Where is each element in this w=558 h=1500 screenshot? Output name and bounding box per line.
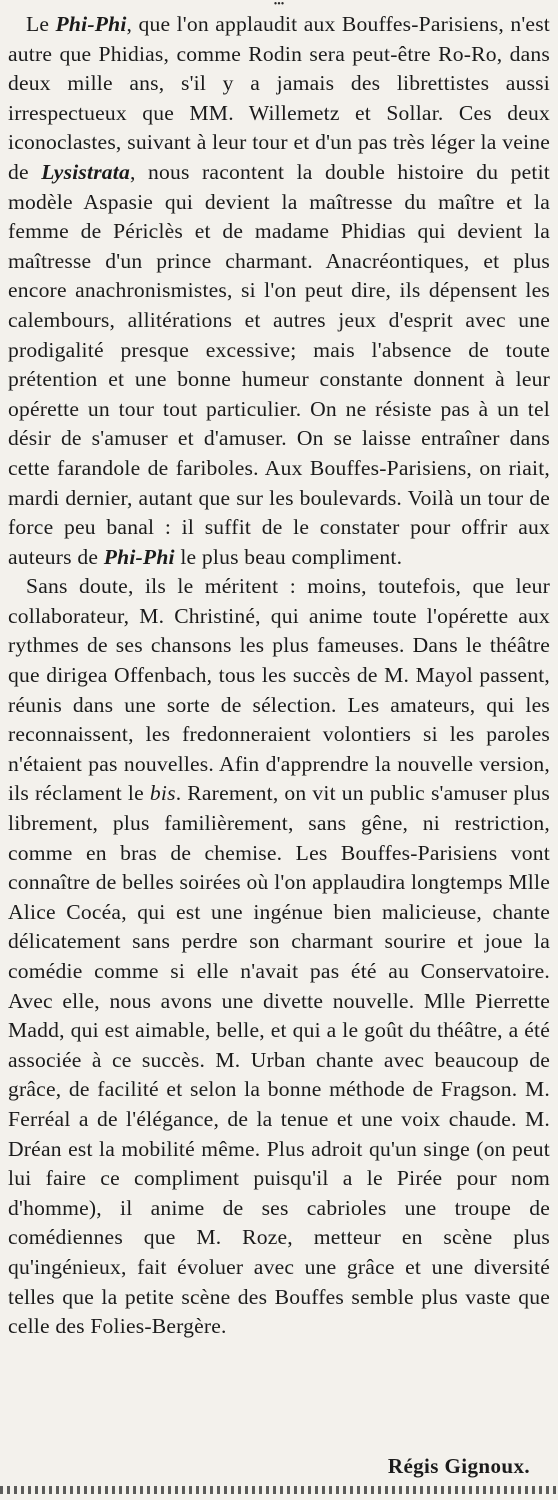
article-column (8, 10, 550, 1342)
title-phi-phi: Phi-Phi (55, 12, 127, 36)
top-ornament: ••• (273, 0, 285, 10)
paragraph-1 (8, 10, 550, 572)
title-lysistrata: Lysistrata (41, 159, 130, 184)
paragraph-2-text-a: Sans doute, ils le méritent : moins, toutefois, que leur collaborateur, M. Christiné, qui anime toute l'opérette aux rythmes de ses chansons les plus fameuses. Dans le théâtre que dirigea Offenbach, tous les succès de M. Mayol passent, réunis dans une sorte de sélection. Les amateurs, qui les reconnaissent, les fredonneraient volontiers si les paroles n'étaient pas nouvelles. Afin d'apprendre la nouvelle version, ils réclament le (8, 574, 550, 806)
paragraph-2 (8, 572, 550, 1341)
bottom-rule (0, 1486, 558, 1494)
paragraph-1-text-a: , que l'on applaudit aux Bouffes-Parisiens, n'est autre que Phidias, comme Rodin sera peut-être Ro-Ro, dans deux mille ans, s'il y a jamais des librettistes aussi irrespectueux que MM. Willemetz et Sollar. Ces deux iconoclastes, suivant à leur tour et d'un pas très léger la veine de (8, 12, 550, 184)
paragraph-2-text-b: . Rarement, on vit un public s'amuser plus librement, plus familièrement, sans gêne, ni restriction, comme en bras de chemise. Les Bouffes-Parisiens vont connaître de belles soirées où l'on applaudira longtemps Mlle Alice Cocéa, qui est une ingénue bien malicieuse, chante délicatement sans perdre son charmant sourire et joue la comédie comme si elle n'avait pas été au Conservatoire. Avec elle, nous avons une divette nouvelle. Mlle Pierrette Madd, qui est aimable, belle, et qui a le goût du théâtre, a été associée à ce succès. M. Urban chante avec beaucoup de grâce, de facilité et selon la bonne méthode de Fragson. M. Ferréal a de l'élégance, de la tenue et une voix chaude. M. Dréan est la mobilité même. Plus adroit qu'un singe (on peut lui faire ce compliment puisqu'il a le Pirée pour nom d'homme), il anime de ses cabrioles une troupe de comédiennes que M. Roze, metteur en scène plus qu'ingénieux, fait évoluer avec une grâce et une diversité telles que la petite scène des Bouffes semble plus vaste que celle des Folies-Bergère. (8, 781, 550, 1339)
author-signature: Régis Gignoux. (387, 1454, 530, 1478)
paragraph-1-text-c: le plus beau compliment. (174, 544, 403, 569)
paragraph-1-text-b: , nous racontent la double histoire du petit modèle Aspasie qui devient la maîtresse du maître et la femme de Périclès et de madame Phidias qui devient la maîtresse d'un prince charmant. Anacréontiques, et plus encore anachronismistes, si l'on peut dire, ils dépensent les calembours, allitérations et autres jeux d'esprit avec une prodigalité presque excessive; mais l'absence de toute prétention et une bonne humeur constante donnent à leur opérette un tour tout particulier. On ne résiste pas à un tel désir de s'amuser et d'amuser. On se laisse entraîner dans cette farandole de fariboles. Aux Bouffes-Parisiens, on riait, mardi dernier, autant que sur les boulevards. Voilà un tour de force peu banal : il suffit de le constater pour offrir aux auteurs de (8, 159, 550, 569)
bis-word: bis (149, 781, 176, 806)
paragraph-1-lead: Le (26, 12, 56, 36)
title-phi-phi-second: Phi-Phi (103, 544, 175, 569)
